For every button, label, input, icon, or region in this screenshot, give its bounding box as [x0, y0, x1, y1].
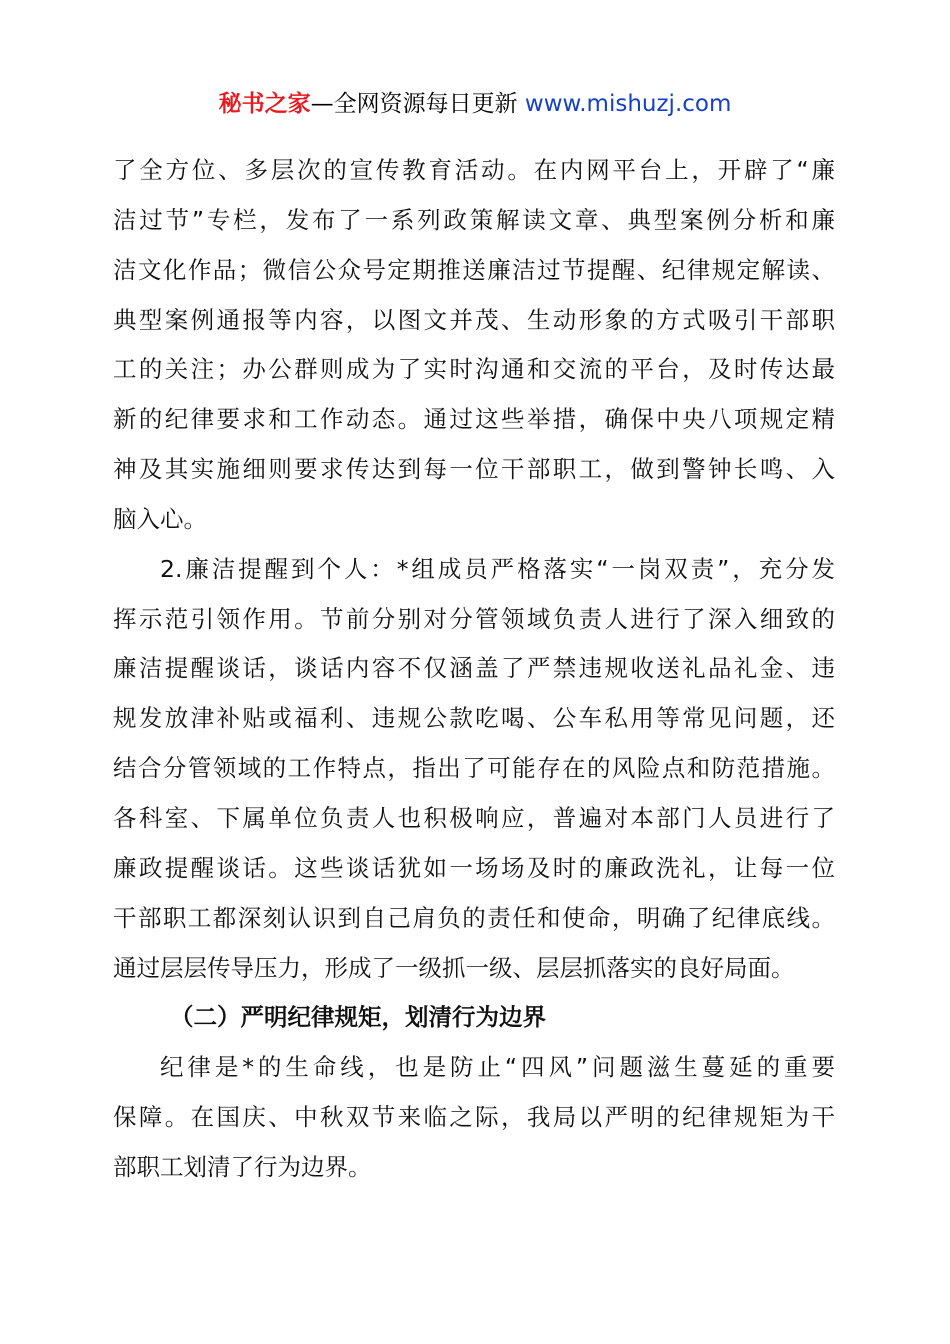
text-line: 廉洁提醒谈话，谈话内容不仅涵盖了严禁违规收送礼品礼金、违 [113, 654, 835, 683]
text-line: 纪律是*的生命线，也是防止“四风”问题滋生蔓延的重要 [160, 1053, 835, 1082]
header-tagline: —全网资源每日更新 [310, 91, 525, 117]
text-line: 工的关注；办公群则成为了实时沟通和交流的平台，及时传达最 [113, 355, 835, 384]
text-line: 洁过节”专栏，发布了一系列政策解读文章、典型案例分析和廉 [113, 205, 835, 234]
text-line: 干部职工都深刻认识到自己肩负的责任和使命，明确了纪律底线。 [113, 903, 835, 932]
text-line: 部职工划清了行为边界。 [113, 1152, 372, 1181]
body-text [113, 146, 835, 1193]
text-line: 结合分管领域的工作特点，指出了可能存在的风险点和防范措施。 [113, 754, 835, 783]
text-line: 保障。在国庆、中秋双节来临之际，我局以严明的纪律规矩为干 [113, 1103, 835, 1132]
section-heading: （二）严明纪律规矩，划清行为边界 [170, 1003, 546, 1032]
text-line: 脑入心。 [113, 504, 207, 533]
text-line: 神及其实施细则要求传达到每一位干部职工，做到警钟长鸣、入 [113, 455, 835, 484]
text-line: 规发放津补贴或福利、违规公款吃喝、公车私用等常见问题，还 [113, 704, 835, 733]
text-line: 挥示范引领作用。节前分别对分管领域负责人进行了深入细致的 [113, 604, 835, 633]
text-line: 2.廉洁提醒到个人：*组成员严格落实“一岗双责”，充分发 [160, 554, 835, 583]
page-header [0, 86, 950, 122]
text-line: 洁文化作品；微信公众号定期推送廉洁过节提醒、纪律规定解读、 [113, 255, 835, 284]
text-line: 通过层层传导压力，形成了一级抓一级、层层抓落实的良好局面。 [113, 953, 795, 982]
brand-name: 秘书之家 [218, 91, 311, 117]
site-url-link[interactable]: www.mishuzj.com [524, 91, 732, 117]
text-line: 各科室、下属单位负责人也积极响应，普遍对本部门人员进行了 [113, 803, 835, 832]
text-line: 廉政提醒谈话。这些谈话犹如一场场及时的廉政洗礼，让每一位 [113, 853, 835, 882]
text-line: 典型案例通报等内容，以图文并茂、生动形象的方式吸引干部职 [113, 305, 835, 334]
text-line: 了全方位、多层次的宣传教育活动。在内网平台上，开辟了“廉 [113, 156, 835, 184]
text-line: 新的纪律要求和工作动态。通过这些举措，确保中央八项规定精 [113, 405, 835, 434]
